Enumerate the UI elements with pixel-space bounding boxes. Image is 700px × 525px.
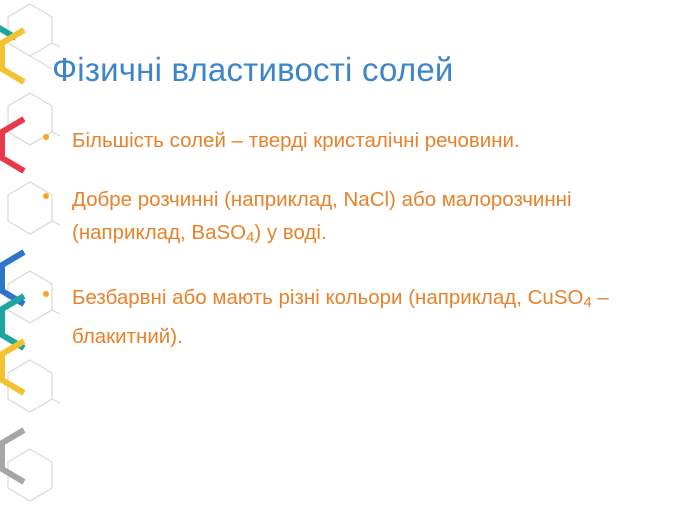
list-item: [40, 124, 670, 157]
bullet-text-part: – блакитний).: [72, 286, 609, 349]
subscript: 4: [246, 230, 255, 247]
bullet-dot-icon: [43, 193, 49, 199]
page-title: Фізичні властивості солей: [52, 51, 454, 89]
subscript: 4: [583, 295, 592, 312]
bullet-dot-icon: [43, 134, 49, 140]
bullet-dot-icon: [43, 291, 49, 297]
bullet-text: [72, 281, 670, 353]
bullet-text: Більшість солей – тверді кристалічні речовини.: [72, 129, 520, 152]
list-item: [40, 281, 670, 353]
list-item: [40, 183, 670, 255]
bullet-text: [72, 183, 670, 255]
bullet-text-part: Безбарвні або мають різні кольори (наприклад, CuSO: [72, 286, 584, 310]
bullet-text-part: ) у воді.: [254, 221, 327, 244]
bullet-text-part: Добре розчинні (наприклад, NaCl) або малорозчинні (наприклад, BaSO: [72, 188, 572, 244]
bullet-list: [40, 124, 670, 353]
